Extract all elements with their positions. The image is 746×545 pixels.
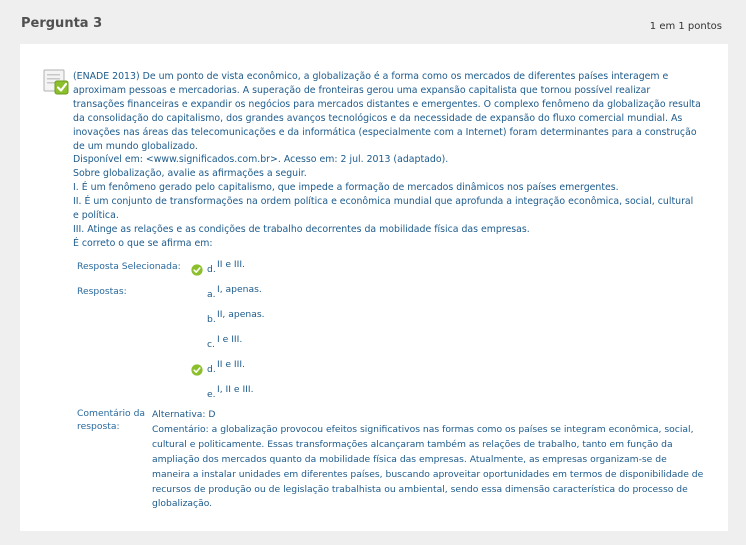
feedback-label: Comentário da resposta: xyxy=(77,408,146,432)
statement-iii: III. Atinge as relações e as condições de trabalho decorrentes da mobilidade física das empresas. xyxy=(73,223,530,235)
question-card xyxy=(20,44,728,531)
option-text: II e III. xyxy=(217,359,245,370)
statement-i: I. É um fenômeno gerado pelo capitalismo, que impede a formação de mercados dinâmicos nos países emergentes. xyxy=(73,182,619,194)
question-title: Pergunta 3 xyxy=(21,16,103,31)
selected-answer-label: Resposta Selecionada: xyxy=(77,261,181,272)
option-letter: d. xyxy=(207,364,216,375)
feedback-body xyxy=(152,408,707,512)
question-source: Disponível em: <www.significados.com.br>. Acesso em: 2 jul. 2013 (adaptado). xyxy=(73,154,449,166)
selected-answer xyxy=(207,259,245,275)
statement-ii: II. É um conjunto de transformações na ordem política e econômica mundial que aprofunda a integração econômica, social, cultural e política. xyxy=(73,196,694,222)
option-text: II, apenas. xyxy=(217,309,265,320)
question-text xyxy=(73,70,701,251)
option-letter: c. xyxy=(207,339,215,350)
answer-option-d xyxy=(207,359,245,375)
answers-label: Respostas: xyxy=(77,286,127,297)
question-ask: É correto o que se afirma em: xyxy=(73,237,213,249)
correct-check-icon xyxy=(191,364,203,376)
question-prompt: Sobre globalização, avalie as afirmações a seguir. xyxy=(73,168,307,180)
selected-letter: d. xyxy=(207,264,216,275)
answer-option-a xyxy=(207,284,262,300)
question-correct-icon xyxy=(43,68,70,96)
option-text: I, apenas. xyxy=(217,284,262,295)
answer-option-c xyxy=(207,334,243,350)
question-header xyxy=(0,0,746,44)
question-paragraph: (ENADE 2013) De um ponto de vista econômico, a globalização é a forma como os mercados de diferentes países interagem e aproximam pessoas e mercadorias. A superação de fronteiras gerou uma expansão capitalista que tornou possível realizar transações financeiras e expandir os negócios para mercados distantes e emergentes. O complexo fenômeno da globalização resulta da consolidação do capitalismo, dos grandes avanços tecnológicos e da necessidade de expansão do fluxo comercial mundial. As inovações nas áreas das telecomunicações e da informática (especialmente com a Internet) foram determinantes para a construção de um mundo globalizado. xyxy=(73,71,701,152)
correct-check-icon xyxy=(191,264,203,276)
option-letter: e. xyxy=(207,389,216,400)
question-points: 1 em 1 pontos xyxy=(649,21,722,32)
feedback-alternative: Alternativa: D xyxy=(152,409,216,420)
selected-text: II e III. xyxy=(217,259,245,270)
answer-option-b xyxy=(207,309,265,325)
option-letter: b. xyxy=(207,314,216,325)
option-letter: a. xyxy=(207,289,216,300)
option-text: I e III. xyxy=(217,334,243,345)
answer-option-e xyxy=(207,384,254,400)
feedback-comment: Comentário: a globalização provocou efeitos significativos nas formas como os países se integram econômica, social, cultural e politicamente. Essas transformações alcançaram também as relações de trabalho, tanto em função da ampliação dos mercados quanto da mobilidade física das empresas. Atualmente, as empresas organizam-se de maneira a instalar unidades em diferentes países, buscando aproveitar oportunidades em termos de disponibilidade de recursos de produção ou de legislação trabalhista ou ambiental, sendo essa dimensão característica do processo de globalização. xyxy=(152,423,704,510)
option-text: I, II e III. xyxy=(217,384,254,395)
